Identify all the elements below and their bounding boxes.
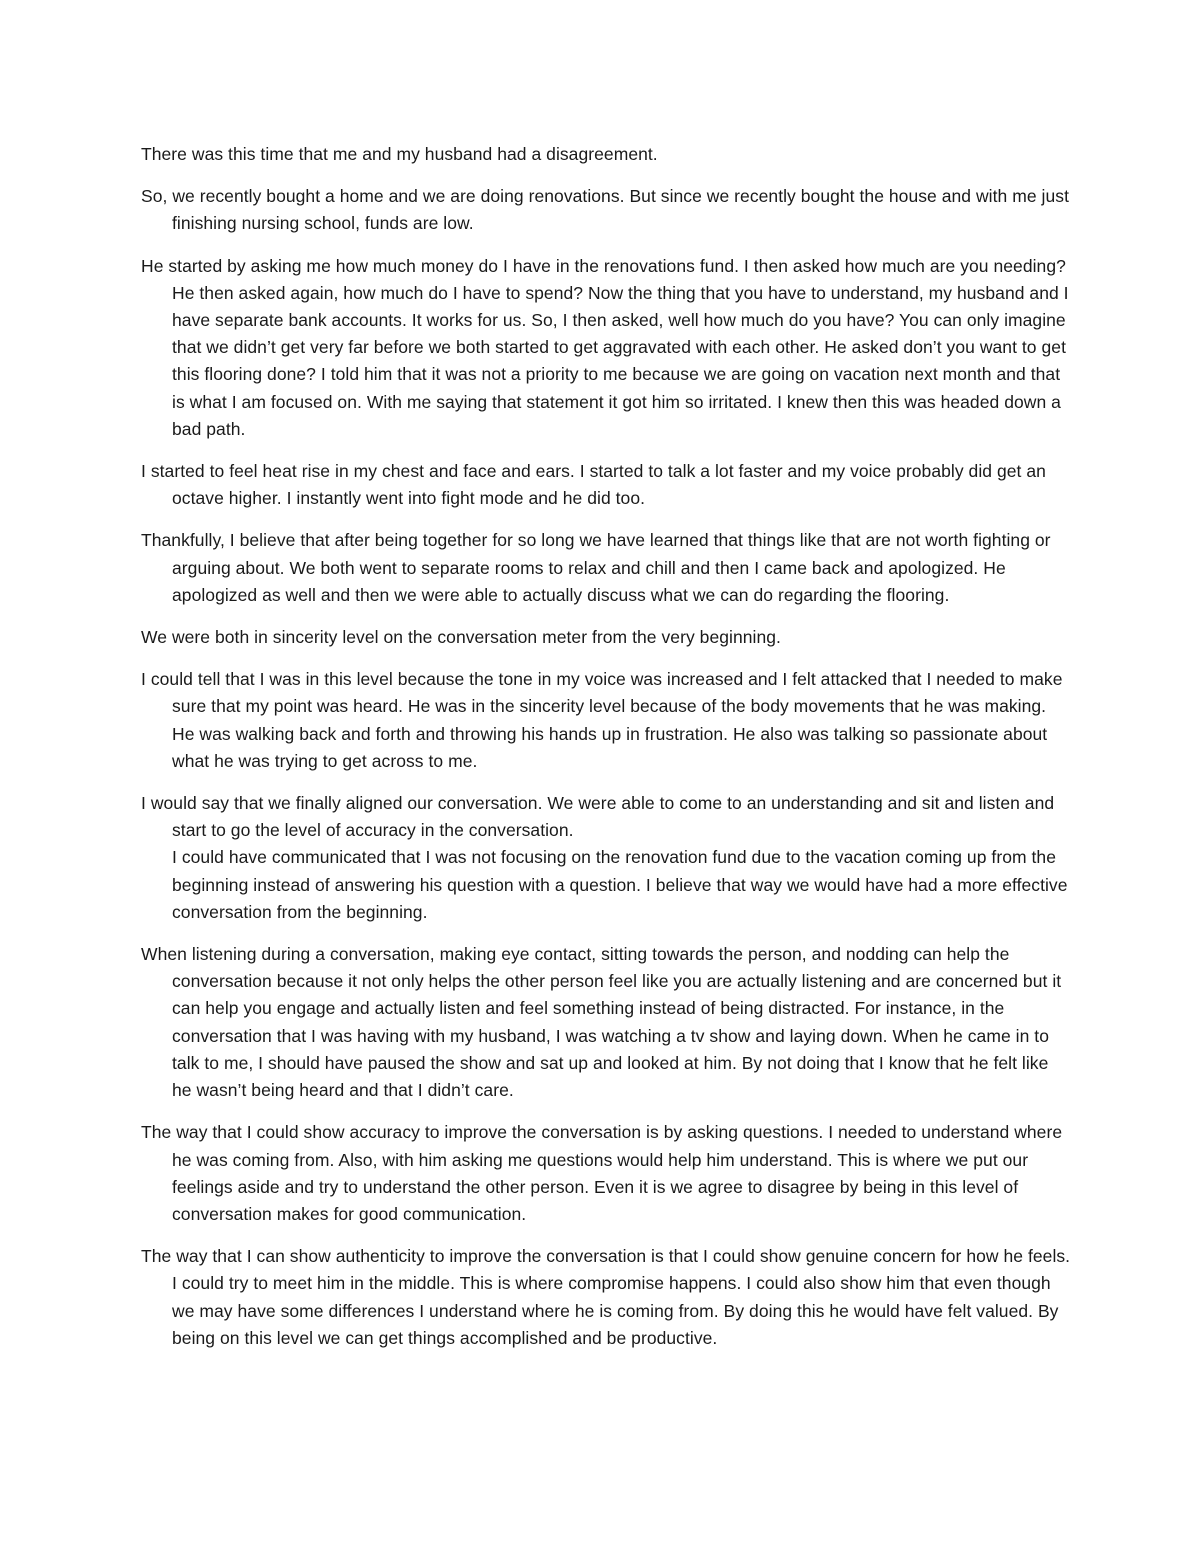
paragraph-9: I could have communicated that I was not focusing on the renovation fund due to the vacation coming up from the beginning instead of answering his question with a question. I believe that way we would have had a more effective conversation from the beginning. bbox=[172, 847, 1068, 922]
paragraph-6: We were both in sincerity level on the conversation meter from the very beginning. bbox=[141, 627, 781, 648]
document-body bbox=[141, 141, 1071, 1367]
paragraph-7: I could tell that I was in this level because the tone in my voice was increased and I felt attacked that I needed to make sure that my point was heard. He was in the sincerity level because of the body movements that he was making. He was walking back and forth and throwing his hands up in frustration. He also was talking so passionate about what he was trying to get across to me. bbox=[141, 669, 1063, 771]
paragraph-11: The way that I could show accuracy to improve the conversation is by asking questions. I needed to understand where he was coming from. Also, with him asking me questions would help him understand. This is where we put our feelings aside and try to understand the other person. Even it is we agree to disagree by being in this level of conversation makes for good communication. bbox=[141, 1122, 1063, 1224]
paragraph-5: Thankfully, I believe that after being together for so long we have learned that things like that are not worth fighting or arguing about. We both went to separate rooms to relax and chill and then I came back and apologized. He apologized as well and then we were able to actually discuss what we can do regarding the flooring. bbox=[141, 530, 1051, 605]
paragraph-12: The way that I can show authenticity to improve the conversation is that I could show genuine concern for how he feels. I could try to meet him in the middle. This is where compromise happens. I could also show him that even though we may have some differences I understand where he is coming from. By doing this he would have felt valued. By being on this level we can get things accomplished and be productive. bbox=[141, 1246, 1071, 1348]
paragraph-8: I would say that we finally aligned our conversation. We were able to come to an understanding and sit and listen and start to go the level of accuracy in the conversation. bbox=[141, 793, 1055, 841]
paragraph-2: So, we recently bought a home and we are doing renovations. But since we recently bought the house and with me just finishing nursing school, funds are low. bbox=[141, 186, 1069, 234]
paragraph-3: He started by asking me how much money do I have in the renovations fund. I then asked how much are you needing? He then asked again, how much do I have to spend? Now the thing that you have to understand, my husband and I have separate bank accounts. It works for us. So, I then asked, well how much do you have? You can only imagine that we didn’t get very far before we both started to get aggravated with each other. He asked don’t you want to get this flooring done? I told him that it was not a priority to me because we are going on vacation next month and that is what I am focused on. With me saying that statement it got him so irritated. I knew then this was headed down a bad path. bbox=[141, 255, 1069, 439]
paragraph-4: I started to feel heat rise in my chest and face and ears. I started to talk a lot faster and my voice probably did get an octave higher. I instantly went into fight mode and he did too. bbox=[141, 461, 1046, 509]
paragraph-10: When listening during a conversation, making eye contact, sitting towards the person, and nodding can help the conversation because it not only helps the other person feel like you are actually listening and are concerned but it can help you engage and actually listen and feel something instead of being distracted. For instance, in the conversation that I was having with my husband, I was watching a tv show and laying down. When he came in to talk to me, I should have paused the show and sat up and looked at him. By not doing that I know that he felt like he wasn’t being heard and that I didn’t care. bbox=[141, 944, 1062, 1101]
paragraph-1: There was this time that me and my husband had a disagreement. bbox=[141, 144, 658, 164]
